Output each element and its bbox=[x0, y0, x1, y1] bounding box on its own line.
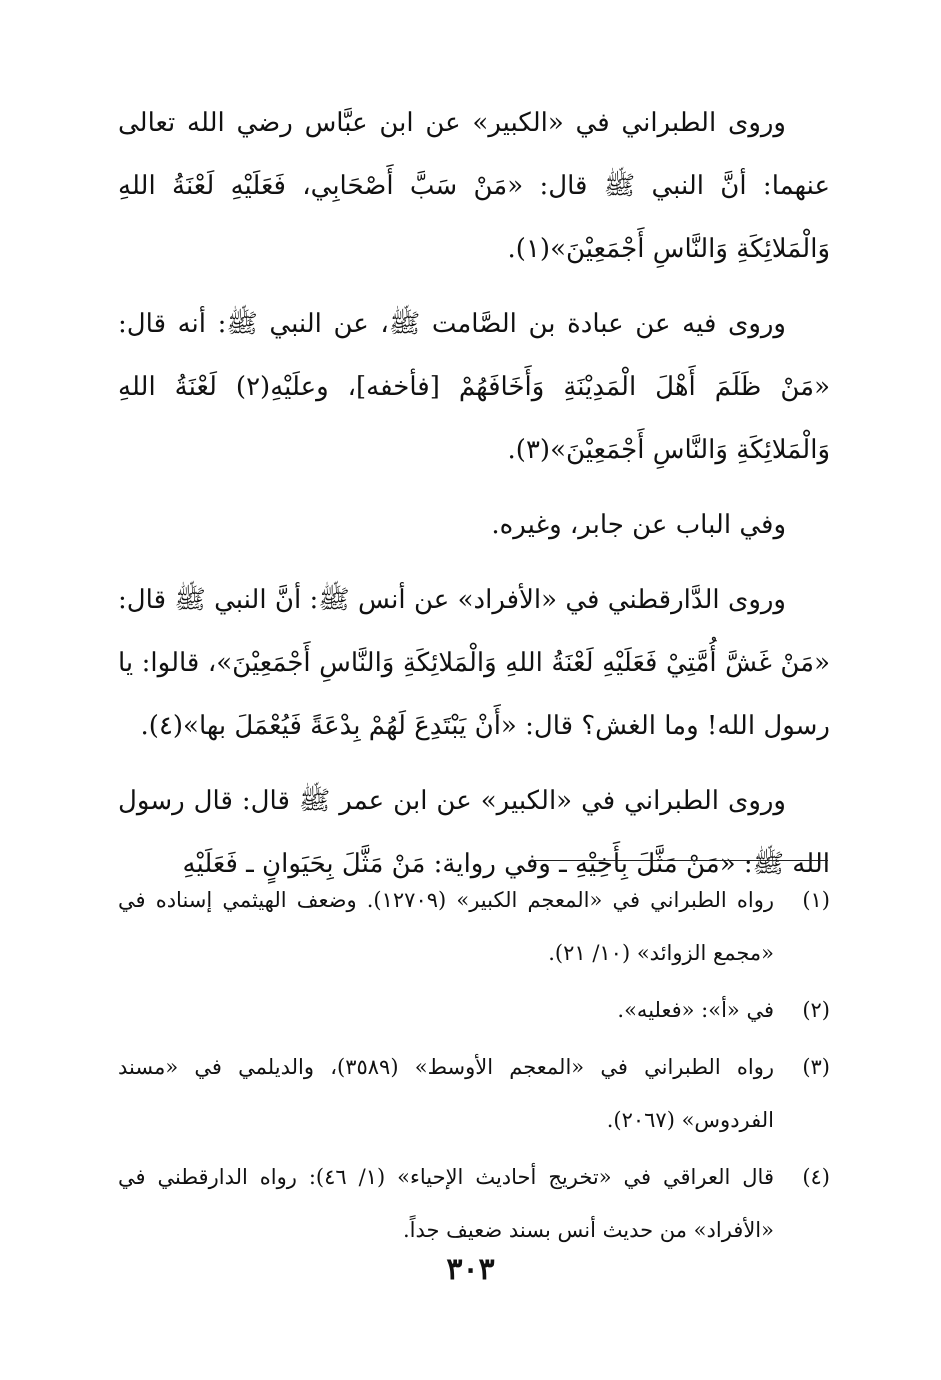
footnotes bbox=[118, 874, 830, 1261]
paragraph-jabir: وفي الباب عن جابر، وغيره. bbox=[491, 510, 786, 540]
footnote-2 bbox=[118, 984, 830, 1037]
footnote-number: (٢) bbox=[802, 998, 830, 1022]
footnote-number: (٤) bbox=[802, 1165, 830, 1189]
page-number: ٣٠٣ bbox=[446, 1252, 495, 1287]
footnote-number: (٣) bbox=[802, 1055, 830, 1079]
paragraph-ibn-abbas: وروى الطبراني في «الكبير» عن ابن عبَّاس رضي الله تعالى عنهما: أنَّ النبي ﷺ قال: «مَنْ سَبَّ أَصْحَابِي، فَعَلَيْهِ لَعْنَةُ اللهِ وَالْمَلائِكَةِ وَالنَّاسِ أَجْمَعِيْنَ»(١). bbox=[118, 108, 830, 264]
paragraph-anas: وروى الدَّارقطني في «الأفراد» عن أنس ﷺ: أنَّ النبي ﷺ قال: «مَنْ غَشَّ أُمَّتِيْ فَعَلَيْهِ لَعْنَةُ اللهِ وَالْمَلائِكَةِ وَالنَّاسِ أَجْمَعِيْنَ»، قالوا: يا رسول الله! وما الغش؟ قال: «أَنْ يَبْتَدِعَ لَهُمْ بِدْعَةً فَيُعْمَلَ بها»(٤). bbox=[118, 585, 830, 741]
footnote-1 bbox=[118, 874, 830, 980]
paragraph-ubada: وروى فيه عن عبادة بن الصَّامت ﷺ، عن النبي ﷺ: أنه قال: «مَنْ ظَلَمَ أَهْلَ الْمَدِيْنَةِ وَأَخَافَهُمْ [فأخفه]، وعلَيْهِ(٢) لَعْنَةُ اللهِ وَالْمَلائِكَةِ وَالنَّاسِ أَجْمَعِيْنَ»(٣). bbox=[118, 309, 830, 465]
footnote-number: (١) bbox=[802, 888, 830, 912]
footnote-text: في «أ»: «فعليه». bbox=[617, 998, 774, 1022]
footnote-3 bbox=[118, 1041, 830, 1147]
paragraph-ibn-umar: وروى الطبراني في «الكبير» عن ابن عمر ﷺ قال: قال رسول الله ﷺ: «مَنْ مَثَّلَ بِأَخِيْهِ ـ وفي رواية: مَنْ مَثَّلَ بِحَيَوانٍ ـ فَعَلَيْهِ bbox=[118, 786, 830, 879]
footnote-text: قال العراقي في «تخريج أحاديث الإحياء» (١/ ٤٦): رواه الدارقطني في «الأفراد» من حديث أنس بسند ضعيف جداً. bbox=[118, 1165, 774, 1242]
footnote-4 bbox=[118, 1151, 830, 1257]
footnote-text: رواه الطبراني في «المعجم الأوسط» (٣٥٨٩)، والديلمي في «مسند الفردوس» (٢٠٦٧). bbox=[118, 1055, 774, 1132]
main-text bbox=[118, 92, 830, 908]
footnote-text: رواه الطبراني في «المعجم الكبير» (١٢٧٠٩). وضعف الهيثمي إسناده في «مجمع الزوائد» (١٠/ ٢١). bbox=[118, 888, 775, 965]
footnote-divider bbox=[530, 860, 828, 861]
